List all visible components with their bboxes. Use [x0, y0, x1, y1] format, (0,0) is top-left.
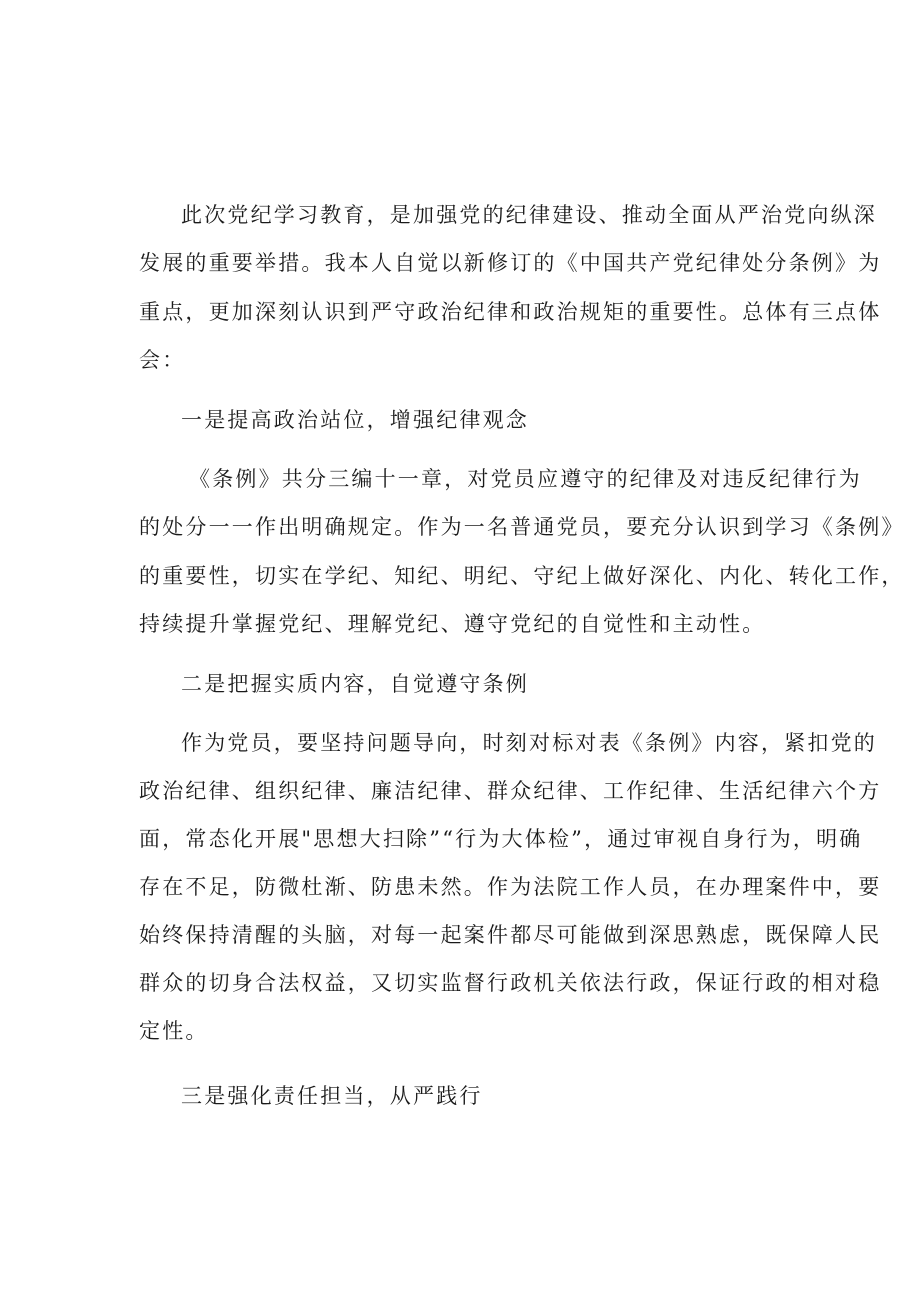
- paragraph-3-line-2: 政治纪律、组织纪律、廉洁纪律、群众纪律、工作纪律、生活纪律六个方: [139, 779, 882, 803]
- paragraph-3-line-6: 群众的切身合法权益，又切实监督行政机关依法行政，保证行政的相对稳: [139, 971, 882, 995]
- paragraph-3-line-3: 面，常态化开展"思想大扫除”“行为大体检”，通过审视自身行为，明确: [139, 827, 863, 851]
- paragraph-2-line-3: 的重要性，切实在学纪、知纪、明纪、守纪上做好深化、内化、转化工作，: [139, 564, 905, 588]
- paragraph-1-line-1: 此次党纪学习教育，是加强党的纪律建设、推动全面从严治党向纵深: [181, 203, 877, 227]
- paragraph-2-line-1: 《条例》共分三编十一章，对党员应遵守的纪律及对违反纪律行为: [189, 467, 862, 491]
- section-heading-3: 三是强化责任担当，从严践行: [181, 1084, 483, 1108]
- paragraph-3-line-4: 存在不足，防微杜渐、防患未然。作为法院工作人员，在办理案件中，要: [139, 875, 882, 899]
- section-heading-2: 二是把握实质内容，自觉遵守条例: [181, 672, 529, 696]
- paragraph-3-line-1: 作为党员，要坚持问题导向，时刻对标对表《条例》内容，紧扣党的: [181, 731, 877, 755]
- paragraph-1-line-4: 会：: [139, 348, 186, 372]
- paragraph-1-line-3: 重点，更加深刻认识到严守政治纪律和政治规矩的重要性。总体有三点体: [139, 300, 882, 324]
- section-heading-1: 一是提高政治站位，增强纪律观念: [181, 408, 529, 432]
- paragraph-3-line-5: 始终保持清醒的头脑，对每一起案件都尽可能做到深思熟虑，既保障人民: [139, 923, 882, 947]
- paragraph-1-line-2: 发展的重要举措。我本人自觉以新修订的《中国共产党纪律处分条例》为: [139, 251, 882, 275]
- paragraph-2-line-4: 持续提升掌握党纪、理解党纪、遵守党纪的自觉性和主动性。: [139, 612, 766, 636]
- paragraph-3-line-7: 定性。: [139, 1019, 209, 1043]
- paragraph-2-line-2: 的处分一一作出明确规定。作为一名普通党员，要充分认识到学习《条例》: [139, 515, 905, 539]
